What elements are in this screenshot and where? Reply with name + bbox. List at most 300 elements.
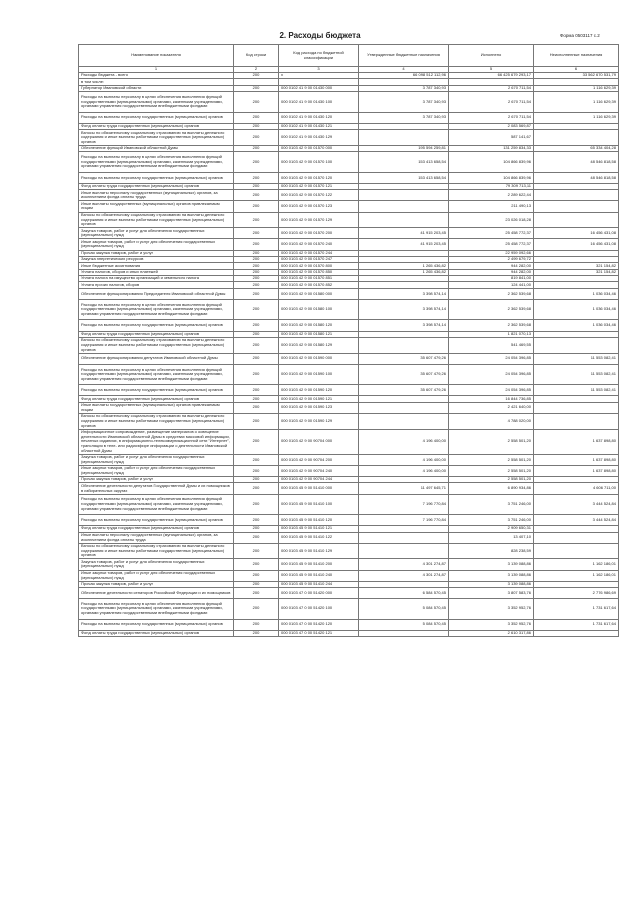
- row-classification-code: 000 0103 42 9 00 01570 129: [279, 212, 359, 228]
- column-header-line-code: Код строки: [234, 45, 279, 67]
- row-name: Расходы на выплаты персоналу государственных (муниципальных) органов: [79, 172, 234, 183]
- row-name: Уплата прочих налогов, сборов: [79, 282, 234, 288]
- table-body: [79, 73, 619, 637]
- row-classification-code: 000 0103 42 9 00 01580 000: [279, 288, 359, 299]
- table-row: [79, 402, 619, 413]
- row-unexecuted: 16 456 431,08: [534, 228, 619, 239]
- row-name: Расходы на выплаты персоналу в целях обеспечения выполнения функций государственными (муниципальными) органами, казенными учреждениями, органами управления государственными внебюджетными фондами: [79, 299, 234, 320]
- row-approved: 6 584 570,45: [359, 588, 449, 599]
- row-unexecuted: 3 444 524,84: [534, 515, 619, 526]
- row-approved: 41 915 203,45: [359, 228, 449, 239]
- table-row: [79, 494, 619, 515]
- row-line-code: 200: [234, 212, 279, 228]
- row-line-code: 200: [234, 526, 279, 532]
- row-line-code: 200: [234, 239, 279, 250]
- row-executed: 6 890 934,86: [449, 483, 534, 494]
- row-classification-code: 000 0103 42 9 00 01570 100: [279, 152, 359, 173]
- row-unexecuted: [534, 630, 619, 636]
- row-line-code: 200: [234, 477, 279, 483]
- row-approved: [359, 337, 449, 353]
- table-row: [79, 288, 619, 299]
- row-name: Закупка товаров, работ и услуг для обеспечения государственных (муниципальных) нужд: [79, 228, 234, 239]
- row-name: Фонд оплаты труда государственных (муниципальных) органов: [79, 396, 234, 402]
- row-classification-code: 000 0103 45 9 00 51410 244: [279, 581, 359, 587]
- row-approved: 153 413 658,54: [359, 172, 449, 183]
- column-header-unexecuted: Неисполненные назначения: [534, 45, 619, 67]
- row-line-code: 200: [234, 515, 279, 526]
- row-classification-code: 000 0103 42 9 00 90704 240: [279, 465, 359, 476]
- row-executed: 124 441,00: [449, 282, 534, 288]
- table-row: [79, 465, 619, 476]
- table-row: [79, 532, 619, 543]
- row-classification-code: 000 0103 42 9 00 01570 850: [279, 269, 359, 275]
- table-row: [79, 588, 619, 599]
- row-line-code: 200: [234, 190, 279, 201]
- row-unexecuted: 1 116 629,39: [534, 112, 619, 123]
- row-name: Обеспечение деятельности сенаторов Российской Федерации и их помощников: [79, 588, 234, 599]
- table-row: [79, 152, 619, 173]
- row-executed: 104 866 839,96: [449, 152, 534, 173]
- row-name: Взносы по обязательному социальному страхованию на выплаты денежного содержания и иные выплаты работникам государственных (муниципальных) органов: [79, 212, 234, 228]
- table-row: [79, 483, 619, 494]
- row-approved: [359, 402, 449, 413]
- row-approved: 35 607 479,26: [359, 385, 449, 396]
- table-row: [79, 619, 619, 630]
- row-line-code: 200: [234, 250, 279, 256]
- row-executed: 3 807 583,76: [449, 588, 534, 599]
- table-row: [79, 429, 619, 454]
- row-line-code: 200: [234, 269, 279, 275]
- row-line-code: 200: [234, 402, 279, 413]
- row-unexecuted: 1 731 617,64: [534, 619, 619, 630]
- row-approved: [359, 130, 449, 146]
- row-classification-code: x: [279, 73, 359, 79]
- row-executed: 828 238,59: [449, 543, 534, 559]
- row-executed: 66 425 679 293,17: [449, 73, 534, 79]
- row-executed: 3 139 088,86: [449, 559, 534, 570]
- row-unexecuted: 65 334 404,28: [534, 145, 619, 151]
- row-approved: 11 497 645,71: [359, 483, 449, 494]
- row-unexecuted: 11 553 082,41: [534, 385, 619, 396]
- row-executed: 24 054 396,85: [449, 385, 534, 396]
- row-line-code: 200: [234, 130, 279, 146]
- row-unexecuted: 1 116 629,39: [534, 85, 619, 91]
- row-line-code: 200: [234, 619, 279, 630]
- row-unexecuted: [534, 190, 619, 201]
- row-approved: [359, 630, 449, 636]
- row-unexecuted: 321 154,82: [534, 269, 619, 275]
- table-row: [79, 239, 619, 250]
- row-executed: 2 362 539,68: [449, 299, 534, 320]
- row-approved: 4 196 400,00: [359, 465, 449, 476]
- table-row: [79, 385, 619, 396]
- row-unexecuted: 1 036 034,46: [534, 299, 619, 320]
- row-unexecuted: 1 036 034,46: [534, 320, 619, 331]
- row-executed: 2 362 539,68: [449, 288, 534, 299]
- row-name: Закупка товаров, работ и услуг для обеспечения государственных (муниципальных) нужд: [79, 454, 234, 465]
- row-line-code: 200: [234, 282, 279, 288]
- row-line-code: 200: [234, 337, 279, 353]
- table-row: [79, 413, 619, 429]
- row-unexecuted: 1 036 034,46: [534, 288, 619, 299]
- row-classification-code: 000 0103 42 9 00 01590 100: [279, 364, 359, 385]
- row-approved: 3 398 574,14: [359, 320, 449, 331]
- row-name: Расходы на выплаты персоналу государственных (муниципальных) органов: [79, 320, 234, 331]
- row-approved: 3 398 574,14: [359, 288, 449, 299]
- row-unexecuted: 1 637 898,80: [534, 429, 619, 454]
- row-unexecuted: 16 456 431,08: [534, 239, 619, 250]
- row-name: Прочая закупка товаров, работ и услуг: [79, 581, 234, 587]
- row-approved: 1 265 436,82: [359, 263, 449, 269]
- row-classification-code: 000 0102 41 9 00 01430 121: [279, 123, 359, 129]
- row-name: Прочая закупка товаров, работ и услуг: [79, 250, 234, 256]
- row-line-code: 200: [234, 396, 279, 402]
- row-unexecuted: [534, 337, 619, 353]
- row-unexecuted: [534, 543, 619, 559]
- row-unexecuted: 48 546 818,58: [534, 172, 619, 183]
- row-line-code: 200: [234, 559, 279, 570]
- row-classification-code: 000 0103 42 9 00 01570 122: [279, 190, 359, 201]
- row-executed: 587 141,67: [449, 130, 534, 146]
- row-classification-code: 000 0103 45 9 00 51410 100: [279, 494, 359, 515]
- row-line-code: 200: [234, 331, 279, 337]
- row-line-code: 200: [234, 364, 279, 385]
- row-name: Иные выплаты персоналу государственных (муниципальных) органов, за исключением фонда оплаты труда: [79, 532, 234, 543]
- row-executed: 79 309 713,11: [449, 183, 534, 189]
- row-executed: 2 670 711,54: [449, 92, 534, 113]
- row-approved: 153 413 658,54: [359, 152, 449, 173]
- column-header-executed: Исполнено: [449, 45, 534, 67]
- row-line-code: 200: [234, 183, 279, 189]
- row-name: Закупка энергетических ресурсов: [79, 256, 234, 262]
- row-classification-code: 000 0103 42 9 00 01590 123: [279, 402, 359, 413]
- row-executed: 131 259 834,33: [449, 145, 534, 151]
- row-name: Расходы на выплаты персоналу государственных (муниципальных) органов: [79, 112, 234, 123]
- row-name: Иные закупки товаров, работ и услуг для обеспечения государственных (муниципальных) нужд: [79, 239, 234, 250]
- table-row: [79, 599, 619, 620]
- row-executed: 13 407,10: [449, 532, 534, 543]
- row-line-code: 200: [234, 465, 279, 476]
- row-line-code: 200: [234, 385, 279, 396]
- row-approved: 4 196 400,00: [359, 454, 449, 465]
- row-executed: 2 670 711,54: [449, 85, 534, 91]
- row-unexecuted: 1 731 617,64: [534, 599, 619, 620]
- row-name: Фонд оплаты труда государственных (муниципальных) органов: [79, 331, 234, 337]
- form-code: Форма 0503117 с.2: [560, 33, 600, 38]
- row-classification-code: 000 0102 41 9 00 01430 129: [279, 130, 359, 146]
- row-approved: [359, 532, 449, 543]
- row-unexecuted: 1 637 898,80: [534, 465, 619, 476]
- row-line-code: 200: [234, 353, 279, 364]
- row-approved: 35 607 479,26: [359, 353, 449, 364]
- row-line-code: 200: [234, 112, 279, 123]
- table-row: [79, 543, 619, 559]
- row-line-code: 200: [234, 429, 279, 454]
- row-classification-code: 000 0103 42 9 00 01590 000: [279, 353, 359, 364]
- row-approved: 4 301 274,87: [359, 570, 449, 581]
- row-executed: 2 558 501,20: [449, 429, 534, 454]
- row-name: Иные выплаты государственных (муниципальных) органов привлекаемым лицам: [79, 402, 234, 413]
- table-row: [79, 130, 619, 146]
- table-row: [79, 228, 619, 239]
- table-row: [79, 630, 619, 636]
- row-line-code: 200: [234, 276, 279, 282]
- row-classification-code: 000 0103 42 9 00 01570 240: [279, 239, 359, 250]
- row-name: Обеспечение функционирования Председателя Ивановской областной Думы: [79, 288, 234, 299]
- row-classification-code: 000 0103 45 9 00 51410 200: [279, 559, 359, 570]
- row-executed: 4 788 020,00: [449, 413, 534, 429]
- table-row: [79, 212, 619, 228]
- row-line-code: 200: [234, 320, 279, 331]
- row-line-code: 200: [234, 145, 279, 151]
- row-classification-code: 000 0102 41 9 00 01430 100: [279, 92, 359, 113]
- row-approved: [359, 212, 449, 228]
- row-executed: 3 352 952,76: [449, 619, 534, 630]
- row-line-code: 200: [234, 588, 279, 599]
- row-unexecuted: 4 606 711,00: [534, 483, 619, 494]
- row-name: Иные бюджетные ассигнования: [79, 263, 234, 269]
- row-unexecuted: 321 154,82: [534, 263, 619, 269]
- row-classification-code: 000 0103 45 9 00 51410 120: [279, 515, 359, 526]
- row-executed: 24 054 396,85: [449, 364, 534, 385]
- row-classification-code: 000 0103 42 9 00 90704 000: [279, 429, 359, 454]
- row-classification-code: 000 0103 42 9 00 01570 247: [279, 256, 359, 262]
- row-executed: 2 670 711,54: [449, 112, 534, 123]
- row-executed: 944 282,00: [449, 263, 534, 269]
- row-classification-code: 000 0103 42 9 00 01570 800: [279, 263, 359, 269]
- column-header-classification-code: Код расхода по бюджетной классификации: [279, 45, 359, 67]
- column-number: 2: [234, 67, 279, 73]
- row-line-code: 200: [234, 483, 279, 494]
- row-name: Расходы на выплаты персоналу в целях обеспечения выполнения функций государственными (муниципальными) органами, казенными учреждениями, органами управления государственными внебюджетными фондами: [79, 152, 234, 173]
- row-classification-code: 000 0103 42 9 00 01570 121: [279, 183, 359, 189]
- row-classification-code: 000 0103 42 9 00 01570 851: [279, 276, 359, 282]
- row-approved: 1 265 436,82: [359, 269, 449, 275]
- row-name: Расходы на выплаты персоналу государственных (муниципальных) органов: [79, 619, 234, 630]
- row-approved: 3 787 340,93: [359, 92, 449, 113]
- row-unexecuted: 1 116 629,39: [534, 92, 619, 113]
- row-classification-code: 000 0102 41 9 00 01430 000: [279, 85, 359, 91]
- row-line-code: 200: [234, 570, 279, 581]
- row-executed: 2 558 501,20: [449, 477, 534, 483]
- row-name: Взносы по обязательному социальному страхованию на выплаты денежного содержания и иные выплаты работникам государственных (муниципальных) органов: [79, 413, 234, 429]
- row-executed: 2 558 501,20: [449, 454, 534, 465]
- table-row: [79, 190, 619, 201]
- row-classification-code: 000 0103 45 9 00 51410 000: [279, 483, 359, 494]
- table-row: [79, 515, 619, 526]
- row-name: Расходы на выплаты персоналу в целях обеспечения выполнения функций государственными (муниципальными) органами, казенными учреждениями, органами управления государственными внебюджетными фондами: [79, 494, 234, 515]
- row-line-code: 200: [234, 92, 279, 113]
- row-approved: 3 787 340,93: [359, 112, 449, 123]
- column-number: 6: [534, 67, 619, 73]
- row-executed: 2 083 569,87: [449, 123, 534, 129]
- row-line-code: 200: [234, 256, 279, 262]
- row-executed: 2 499 679,72: [449, 256, 534, 262]
- row-name: Обеспечение функционирования депутатов Ивановской областной Думы: [79, 353, 234, 364]
- row-approved: 41 915 203,45: [359, 239, 449, 250]
- row-unexecuted: 1 637 898,80: [534, 454, 619, 465]
- row-unexecuted: [534, 201, 619, 212]
- row-executed: 3 751 246,00: [449, 494, 534, 515]
- row-executed: 22 959 092,66: [449, 250, 534, 256]
- row-classification-code: 000 0103 42 9 00 01590 121: [279, 396, 359, 402]
- row-line-code: 200: [234, 581, 279, 587]
- row-name: Фонд оплаты труда государственных (муниципальных) органов: [79, 630, 234, 636]
- row-name: Расходы на выплаты персоналу в целях обеспечения выполнения функций государственными (муниципальными) органами, казенными учреждениями, органами управления государственными внебюджетными фондами: [79, 364, 234, 385]
- row-line-code: 200: [234, 73, 279, 79]
- row-name: Иные выплаты персоналу государственных (муниципальных) органов, за исключением фонда оплаты труда: [79, 190, 234, 201]
- row-unexecuted: 11 553 082,41: [534, 364, 619, 385]
- row-classification-code: 000 0103 42 9 00 01570 200: [279, 228, 359, 239]
- row-executed: 541 469,55: [449, 337, 534, 353]
- table-row: [79, 299, 619, 320]
- row-line-code: 200: [234, 494, 279, 515]
- table-row: [79, 320, 619, 331]
- row-line-code: 200: [234, 123, 279, 129]
- budget-expenses-table: [78, 44, 619, 637]
- row-classification-code: 000 0103 42 9 00 01570 852: [279, 282, 359, 288]
- row-approved: 7 196 770,84: [359, 494, 449, 515]
- table-row: [79, 172, 619, 183]
- row-classification-code: 000 0103 42 9 00 01580 120: [279, 320, 359, 331]
- row-executed: 819 841,00: [449, 276, 534, 282]
- row-name: Расходы бюджета - всего: [79, 73, 234, 79]
- row-name: Уплата налогов, сборов и иных платежей: [79, 269, 234, 275]
- table-header-row: [79, 45, 619, 67]
- row-classification-code: 000 0103 42 9 00 01570 000: [279, 145, 359, 151]
- row-classification-code: 000 0103 47 0 00 51420 121: [279, 630, 359, 636]
- row-line-code: 200: [234, 454, 279, 465]
- table-row: [79, 353, 619, 364]
- row-executed: 2 421 640,00: [449, 402, 534, 413]
- row-executed: 211 490,13: [449, 201, 534, 212]
- table-row: [79, 112, 619, 123]
- row-approved: 7 196 770,84: [359, 515, 449, 526]
- row-executed: 25 458 772,37: [449, 228, 534, 239]
- row-name: Обеспечение функций Ивановской областной Думы: [79, 145, 234, 151]
- row-approved: 5 084 570,45: [359, 599, 449, 620]
- row-line-code: 200: [234, 299, 279, 320]
- row-line-code: 200: [234, 288, 279, 299]
- table-row: [79, 201, 619, 212]
- row-executed: 944 282,00: [449, 269, 534, 275]
- row-name: Расходы на выплаты персоналу в целях обеспечения выполнения функций государственными (муниципальными) органами, казенными учреждениями, органами управления государственными внебюджетными фондами: [79, 599, 234, 620]
- row-approved: [359, 201, 449, 212]
- row-classification-code: 000 0103 47 0 00 51420 000: [279, 588, 359, 599]
- row-executed: 3 751 246,00: [449, 515, 534, 526]
- row-line-code: 200: [234, 85, 279, 91]
- row-name: в том числе:: [79, 79, 234, 85]
- row-executed: 3 352 952,76: [449, 599, 534, 620]
- row-name: Фонд оплаты труда государственных (муниципальных) органов: [79, 183, 234, 189]
- row-classification-code: 000 0103 45 9 00 51410 122: [279, 532, 359, 543]
- row-name: Уплата налога на имущество организаций и земельного налога: [79, 276, 234, 282]
- row-classification-code: 000 0103 45 9 00 51410 129: [279, 543, 359, 559]
- row-approved: 195 594 259,81: [359, 145, 449, 151]
- row-line-code: 200: [234, 630, 279, 636]
- row-classification-code: 000 0103 42 9 00 01570 120: [279, 172, 359, 183]
- row-name: Иные выплаты государственных (муниципальных) органов привлекаемым лицам: [79, 201, 234, 212]
- page-title: 2. Расходы бюджета: [279, 31, 361, 40]
- row-executed: 3 139 088,86: [449, 570, 534, 581]
- row-classification-code: 000 0102 41 9 00 01430 120: [279, 112, 359, 123]
- row-executed: 23 026 018,28: [449, 212, 534, 228]
- row-unexecuted: 33 562 670 531,79: [534, 73, 619, 79]
- row-executed: 2 289 622,44: [449, 190, 534, 201]
- column-number: 4: [359, 67, 449, 73]
- row-name: Закупка товаров, работ и услуг для обеспечения государственных (муниципальных) нужд: [79, 559, 234, 570]
- row-approved: [359, 413, 449, 429]
- row-name: Иные закупки товаров, работ и услуг для обеспечения государственных (муниципальных) нужд: [79, 570, 234, 581]
- table-row: [79, 364, 619, 385]
- row-approved: [359, 543, 449, 559]
- row-name: Взносы по обязательному социальному страхованию на выплаты денежного содержания и иные выплаты работникам государственных (муниципальных) органов: [79, 130, 234, 146]
- row-name: Иные закупки товаров, работ и услуг для обеспечения государственных (муниципальных) нужд: [79, 465, 234, 476]
- row-unexecuted: [534, 413, 619, 429]
- row-name: Прочая закупка товаров, работ и услуг: [79, 477, 234, 483]
- row-line-code: 200: [234, 543, 279, 559]
- row-executed: 104 866 839,96: [449, 172, 534, 183]
- row-classification-code: 000 0103 42 9 00 90704 244: [279, 477, 359, 483]
- column-header-name: Наименование показателя: [79, 45, 234, 67]
- row-classification-code: 000 0103 42 9 00 01580 100: [279, 299, 359, 320]
- row-classification-code: 000 0103 42 9 00 01580 121: [279, 331, 359, 337]
- row-name: Расходы на выплаты персоналу в целях обеспечения выполнения функций государственными (муниципальными) органами, казенными учреждениями, органами управления государственными внебюджетными фондами: [79, 92, 234, 113]
- table-row: [79, 92, 619, 113]
- row-unexecuted: 1 162 186,01: [534, 559, 619, 570]
- row-classification-code: 000 0103 42 9 00 01590 120: [279, 385, 359, 396]
- row-approved: 4 196 400,00: [359, 429, 449, 454]
- row-name: Информационное сопровождение, размещение материалов о освещение деятельности Ивановской областной Думы в средствах массовой информации, печатных изданиях, в информационно-телекоммуникационной сети "Интернет", трансляция в теле- или радиоэфире информации о деятельности Ивановской областной Думы: [79, 429, 234, 454]
- row-executed: 2 909 650,31: [449, 526, 534, 532]
- row-unexecuted: [534, 402, 619, 413]
- row-name: Расходы на выплаты персоналу государственных (муниципальных) органов: [79, 515, 234, 526]
- row-unexecuted: [534, 130, 619, 146]
- row-name: Губернатор Ивановской области: [79, 85, 234, 91]
- table-row: [79, 454, 619, 465]
- table-row: [79, 570, 619, 581]
- row-classification-code: 000 0103 47 0 00 51420 120: [279, 619, 359, 630]
- row-line-code: 200: [234, 228, 279, 239]
- row-unexecuted: 1 162 186,01: [534, 570, 619, 581]
- row-unexecuted: 48 546 818,58: [534, 152, 619, 173]
- row-name: Обеспечение деятельности депутатов Государственной Думы и их помощников в избирательных округах: [79, 483, 234, 494]
- row-name: Взносы по обязательному социальному страхованию на выплаты денежного содержания и иные выплаты работникам государственных (муниципальных) органов: [79, 337, 234, 353]
- row-classification-code: 000 0103 45 9 00 51410 240: [279, 570, 359, 581]
- row-line-code: 200: [234, 263, 279, 269]
- row-classification-code: 000 0103 42 9 00 01590 129: [279, 413, 359, 429]
- row-classification-code: 000 0103 42 9 00 01580 129: [279, 337, 359, 353]
- row-approved: 66 098 512 112,96: [359, 73, 449, 79]
- row-name: Взносы по обязательному социальному страхованию на выплаты денежного содержания и иные выплаты работникам государственных (муниципальных) органов: [79, 543, 234, 559]
- row-approved: 5 084 570,45: [359, 619, 449, 630]
- row-unexecuted: [534, 212, 619, 228]
- row-classification-code: 000 0103 45 9 00 51410 121: [279, 526, 359, 532]
- row-approved: 35 607 479,26: [359, 364, 449, 385]
- row-executed: 24 054 396,85: [449, 353, 534, 364]
- table-row: [79, 559, 619, 570]
- table-row: [79, 337, 619, 353]
- row-line-code: 200: [234, 201, 279, 212]
- row-unexecuted: 3 444 524,84: [534, 494, 619, 515]
- column-number: 1: [79, 67, 234, 73]
- row-unexecuted: [534, 532, 619, 543]
- row-line-code: 200: [234, 152, 279, 173]
- row-line-code: 200: [234, 599, 279, 620]
- row-executed: 16 844 736,85: [449, 396, 534, 402]
- row-name: Фонд оплаты труда государственных (муниципальных) органов: [79, 526, 234, 532]
- row-executed: 2 558 501,20: [449, 465, 534, 476]
